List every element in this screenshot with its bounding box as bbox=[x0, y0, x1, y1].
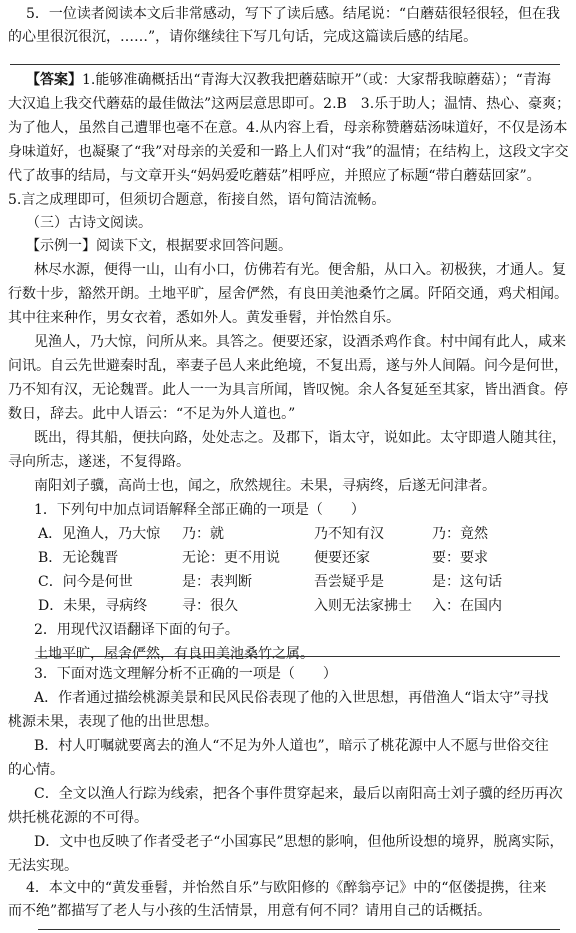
q3-option-c-line-2: 烘托桃花源的不可得。 bbox=[8, 810, 148, 826]
q1-option-c-gloss1: 是：表判断 bbox=[182, 574, 252, 590]
q1-option-d-clause2: 入则无法家拂士 bbox=[314, 598, 412, 614]
answer-line-q5 bbox=[10, 64, 560, 65]
q1-option-a-gloss1: 乃：就 bbox=[182, 526, 224, 542]
answer-line-5: 代了故事的结局，与文章开头“妈妈爱吃蘑菇”相呼应，并照应了标题“带白蘑菇回家”。 bbox=[8, 168, 541, 184]
q1-option-a-clause2: 乃不知有汉 bbox=[314, 526, 384, 542]
answer-line-4: 身味道好，也凝聚了“我”对母亲的关爱和一路上人们对“我”的温情；在结构上，这段文字交 bbox=[8, 144, 569, 160]
q3-stem: 3．下面对选文理解分析不正确的一项是（ ） bbox=[34, 666, 337, 682]
q3-option-b-line-2: 的心情。 bbox=[8, 762, 64, 778]
q1-stem: 1．下列句中加点词语解释全部正确的一项是（ ） bbox=[34, 502, 365, 518]
example-heading: 【示例一】阅读下文，根据要求回答问题。 bbox=[26, 238, 292, 254]
passage-p2-line-1: 见渔人，乃大惊，问所从来。具答之。便要还家，设酒杀鸡作食。村中闻有此人，咸来 bbox=[34, 334, 566, 350]
q1-option-d-gloss2: 入：在国内 bbox=[432, 598, 502, 614]
q3-option-a-line-2: 桃源未果，表现了他的出世思想。 bbox=[8, 714, 218, 730]
q5-line-1: 5．一位读者阅读本文后非常感动，写下了读后感。结尾说：“白蘑菇很轻很轻，但在我 bbox=[26, 6, 561, 22]
passage-p1-line-2: 行数十步，豁然开朗。土地平旷，屋舍俨然，有良田美池桑竹之属。阡陌交通，鸡犬相闻。 bbox=[8, 286, 568, 302]
q1-option-b-clause2: 便要还家 bbox=[314, 550, 370, 566]
answer-line-1: 【答案】1.能够准确概括出“青海大汉教我把蘑菇晾开”（或：大家帮我晾蘑菇）；“青海 bbox=[26, 72, 551, 88]
q3-option-a-line-1: A．作者通过描绘桃源美景和民风民俗表现了他的入世思想，再借渔人“诣太守”寻找 bbox=[34, 690, 549, 706]
q3-option-c-line-1: C．全文以渔人行踪为线索，把各个事件贯穿起来，最后以南阳高士刘子骥的经历再次 bbox=[34, 786, 563, 802]
passage-p3-line-1: 既出，得其船，便扶向路，处处志之。及郡下，诣太守，说如此。太守即遣人随其往， bbox=[34, 430, 566, 446]
q2-stem: 2．用现代汉语翻译下面的句子。 bbox=[34, 622, 239, 638]
q1-option-c-clause2: 吾尝疑乎是 bbox=[314, 574, 384, 590]
q5-line-2: 的心里很沉很沉，……”，请你继续往下写几句话，完成这篇读后感的结尾。 bbox=[8, 29, 478, 45]
q3-option-d-line-1: D．文中也反映了作者受老子“小国寡民”思想的影响，但他所设想的境界，脱离实际， bbox=[34, 834, 564, 850]
passage-p3-line-2: 寻向所志，遂迷，不复得路。 bbox=[8, 454, 190, 470]
example-label: 【示例一】 bbox=[26, 238, 96, 254]
section-title: （三）古诗文阅读。 bbox=[26, 215, 152, 231]
answer-line-q4 bbox=[38, 929, 560, 930]
q1-option-a-gloss2: 乃：竟然 bbox=[432, 526, 488, 542]
passage-p2-line-2: 问讯。自云先世避秦时乱，率妻子邑人来此绝境，不复出焉，遂与外人间隔。问今是何世， bbox=[8, 358, 568, 374]
answer-label: 【答案】 bbox=[26, 72, 82, 88]
q1-option-a-clause1: A．见渔人，乃大惊 bbox=[38, 526, 161, 542]
q3-option-b-line-1: B．村人叮嘱就要离去的渔人“不足为外人道也”，暗示了桃花源中人不愿与世俗交往 bbox=[34, 738, 549, 754]
answer-line-3: 为了他人，虽然自己遭罪也毫不在意。4.从内容上看，母亲称赞蘑菇汤味道好，不仅是汤本 bbox=[8, 120, 568, 136]
q1-option-b-clause1: B．无论魏晋 bbox=[38, 550, 119, 566]
answer-line-2: 大汉追上我交代蘑菇的最佳做法”这两层意思即可。2.B 3.乐于助人；温情、热心、豪爽； bbox=[8, 96, 571, 112]
q1-option-c-clause1: C．问今是何世 bbox=[38, 574, 133, 590]
q3-option-d-line-2: 无法实现。 bbox=[8, 858, 78, 874]
q2-sentence: 土地平旷，屋舍俨然，有良田美池桑竹之属。 bbox=[34, 646, 314, 662]
passage-p4-line-1: 南阳刘子骥，高尚士也，闻之，欣然规往。未果，寻病终，后遂无问津者。 bbox=[34, 478, 496, 494]
q1-option-d-gloss1: 寻：很久 bbox=[182, 598, 238, 614]
passage-p2-line-3: 乃不知有汉，无论魏晋。此人一一为具言所闻，皆叹惋。余人各复延至其家，皆出酒食。停 bbox=[8, 382, 568, 398]
q1-option-d-clause1: D．未果，寻病终 bbox=[38, 598, 148, 614]
q1-option-b-gloss2: 要：要求 bbox=[432, 550, 488, 566]
passage-p1-line-3: 其中往来种作，男女衣着，悉如外人。黄发垂髫，并怡然自乐。 bbox=[8, 310, 400, 326]
q4-line-1: 4．本文中的“黄发垂髫，并怡然自乐”与欧阳修的《醉翁亭记》中的“伛偻提携，往来 bbox=[26, 880, 547, 896]
q1-option-b-gloss1: 无论：更不用说 bbox=[182, 550, 280, 566]
answer-line-q2 bbox=[38, 656, 560, 657]
answer-line-6: 5.言之成理即可，但须切合题意，衔接自然，语句简洁流畅。 bbox=[8, 192, 386, 208]
passage-p1-line-1: 林尽水源，便得一山，山有小口，仿佛若有光。便舍船，从口入。初极狭，才通人。复 bbox=[34, 262, 566, 278]
passage-p2-line-4: 数日，辞去。此中人语云：“不足为外人道也。” bbox=[8, 406, 296, 422]
q4-line-2: 而不绝”都描写了老人与小孩的生活情景，用意有何不同？请用自己的话概括。 bbox=[8, 903, 492, 919]
q1-option-c-gloss2: 是：这句话 bbox=[432, 574, 502, 590]
